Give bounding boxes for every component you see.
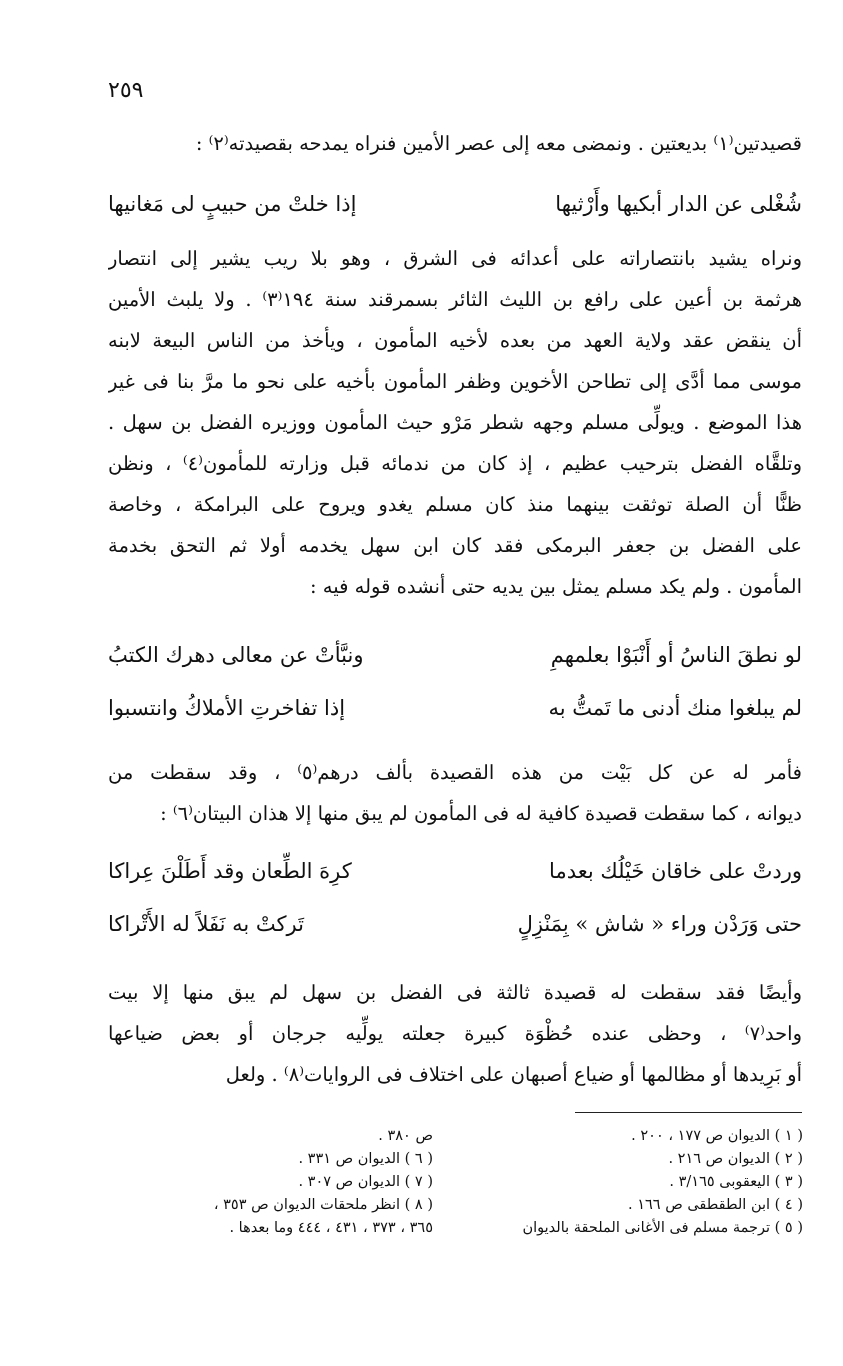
paragraph-1 — [108, 123, 802, 164]
text-line: وأيضًا فقد سقطت له قصيدة ثالثة فى الفضل بن سهل لم يبق منها إلا بيت — [108, 981, 802, 1004]
text-line: على الفضل بن جعفر البرمكى فقد كان ابن سهل يخدمه أولا ثم التحق بخدمة — [108, 534, 802, 557]
verse-first-hemistich: شُغْلى عن الدار أبكيها وأَرْثيها — [555, 192, 802, 216]
text-line: هذا الموضع . ويولِّى مسلم وجهه شطر مَرْو حيث المأمون ووزيره الفضل بن سهل . — [108, 411, 802, 434]
footnote: ( ٢ ) الديوان ص ٢١٦ . — [668, 1151, 803, 1167]
verse-first-hemistich: وردتْ على خاقان خَيْلُك بعدما — [549, 859, 802, 883]
page-number: ٢٥٩ — [108, 78, 144, 103]
paragraph-2 — [108, 238, 802, 607]
text-line: ونراه يشيد بانتصاراته على أعدائه فى الشرق ، وهو بلا ريب يشير إلى انتصار — [108, 247, 802, 270]
verse-5 — [108, 904, 802, 944]
verse-2 — [108, 635, 802, 675]
footnote: ( ١ ) الديوان ص ١٧٧ ، ٢٠٠ . — [631, 1128, 803, 1144]
verse-second-hemistich: كرِهَ الطِّعان وقد أَطَلْنَ عِراكا — [108, 859, 352, 883]
text-line: ظنًّا أن الصلة توثقت بينهما منذ كان مسلم يغدو ويروح على البرامكة ، وخاصة — [108, 493, 802, 516]
text-line: موسى مما أدَّى إلى تطاحن الأخوين وظفر المأمون بأخيه على نحو ما مرَّ بنا فى غير — [108, 370, 802, 393]
footnote: ( ٦ ) الديوان ص ٣٣١ . — [298, 1151, 433, 1167]
verse-first-hemistich: لم يبلغوا منك أدنى ما تَمتُّ به — [548, 696, 802, 720]
footnote: ٣٦٥ ، ٣٧٣ ، ٤٣١ ، ٤٤٤ وما بعدها . — [229, 1220, 433, 1236]
footnote: ( ٧ ) الديوان ص ٣٠٧ . — [298, 1174, 433, 1190]
text-line: فأمر له عن كل بَيْت من هذه القصيدة بألف درهم⁽٥⁾ ، وقد سقطت من — [108, 761, 802, 784]
footnote: ص ٣٨٠ . — [378, 1128, 433, 1144]
footnote: ( ٣ ) اليعقوبى ٣/١٦٥ . — [669, 1174, 803, 1190]
text-line: المأمون . ولم يكد مسلم يمثل بين يديه حتى أنشده قوله فيه : — [310, 575, 802, 598]
footnote: ( ٤ ) ابن الطقطقى ص ١٦٦ . — [628, 1197, 803, 1213]
verse-1 — [108, 184, 802, 224]
footnote: ( ٥ ) ترجمة مسلم فى الأغانى الملحقة بالديوان — [522, 1220, 803, 1236]
paragraph-3 — [108, 752, 802, 834]
verse-first-hemistich: حتى وَرَدْن وراء « شاش » بِمَنْزِلٍ — [517, 912, 802, 936]
verse-4 — [108, 851, 802, 891]
footnote-rule — [575, 1112, 802, 1113]
text-line: هرثمة بن أعين على رافع بن الليث الثائر بسمرقند سنة ١٩٤⁽٣⁾ . ولا يلبث الأمين — [108, 288, 802, 311]
text-line: قصيدتين⁽١⁾ بديعتين . ونمضى معه إلى عصر الأمين فنراه يمدحه بقصيدته⁽٢⁾ : — [195, 132, 802, 155]
text-line: واحد⁽٧⁾ ، وحظى عنده حُظْوَة كبيرة جعلته يولِّيه جرجان أو بعض ضياعها — [108, 1022, 802, 1045]
text-line: وتلقَّاه الفضل بترحيب عظيم ، إذ كان من ندمائه قبل وزارته للمأمون⁽٤⁾ ، ونظن — [108, 452, 802, 475]
verse-second-hemistich: إذا خلتْ من حبيبٍ لى مَغانيها — [108, 192, 357, 216]
text-line: ديوانه ، كما سقطت قصيدة كافية له فى المأمون لم يبق منها إلا هذان البيتان⁽٦⁾ : — [160, 802, 802, 825]
verse-3 — [108, 688, 802, 728]
footnotes-left-column — [123, 1125, 433, 1240]
text-line: أن ينقض عقد ولاية العهد من بعده لأخيه المأمون ، ويأخذ من الناس البيعة لابنه — [108, 329, 802, 352]
verse-second-hemistich: تَركتْ به نَفَلاً له الأَتْراكا — [108, 912, 304, 936]
paragraph-4 — [108, 972, 802, 1095]
verse-second-hemistich: ونبَّأتْ عن معالى دهرك الكتبُ — [108, 643, 364, 667]
footnotes-right-column — [473, 1125, 803, 1240]
text-line: أو بَرِيدها أو مظالمها أو ضياع أصبهان على اختلاف فى الروايات⁽٨⁾ . ولعل — [225, 1063, 802, 1086]
footnote: ( ٨ ) انظر ملحقات الديوان ص ٣٥٣ ، — [213, 1197, 433, 1213]
verse-second-hemistich: إذا تفاخرتِ الأملاكُ وانتسبوا — [108, 696, 346, 720]
verse-first-hemistich: لو نطقَ الناسُ أو أَنْبَوْا بعلمهمِ — [550, 643, 802, 667]
